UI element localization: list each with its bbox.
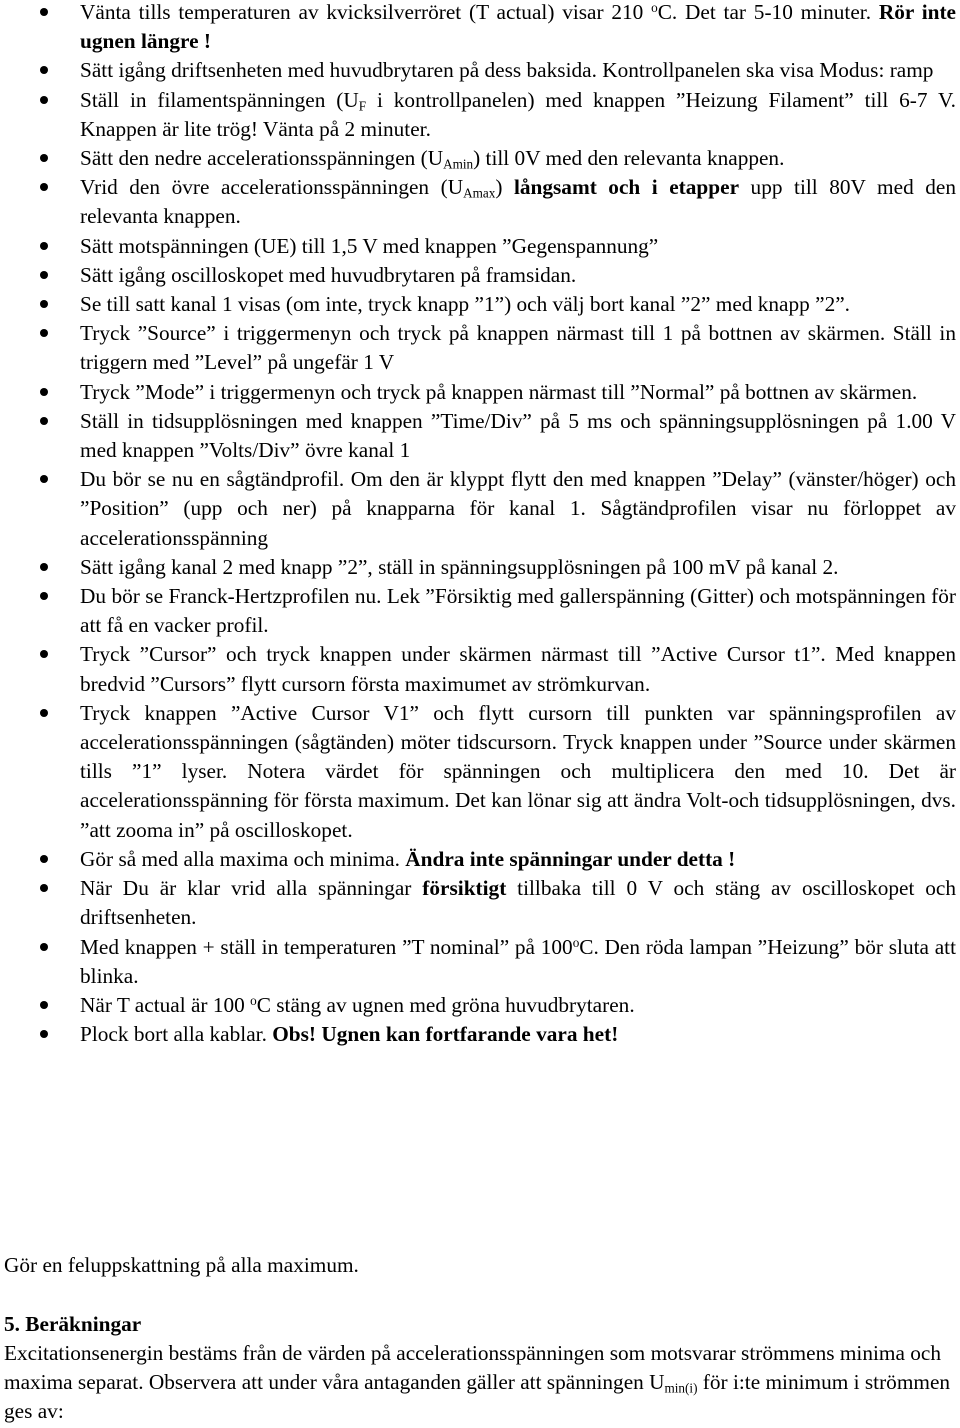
- bold-text: försiktigt: [422, 876, 507, 901]
- bullet-icon: [40, 96, 48, 104]
- list-item: [0, 465, 960, 553]
- bullet-icon: [40, 300, 48, 308]
- bullet-icon: [40, 475, 48, 483]
- bullet-icon: [40, 66, 48, 74]
- bullet-icon: [40, 650, 48, 658]
- text-segment: Sätt motspänningen (UE) till 1,5 V med knappen ”Gegenspannung”: [80, 233, 659, 258]
- subscript-text: Amin: [443, 156, 474, 172]
- list-item: [0, 407, 960, 465]
- error-estimate-note: Gör en feluppskattning på alla maximum.: [4, 1253, 359, 1277]
- list-item: [0, 933, 960, 991]
- list-item: [0, 640, 960, 698]
- bullet-icon: [40, 563, 48, 571]
- text-segment: ): [495, 175, 514, 200]
- list-item: [0, 0, 960, 56]
- section-heading: 5. Beräkningar: [4, 1312, 142, 1336]
- section-body: [4, 1339, 956, 1427]
- text-segment: Plock bort alla kablar.: [80, 1022, 273, 1047]
- text-segment: Du bör se nu en sågtändprofil. Om den är klyppt flytt den med knappen ”Delay” (vänster/höger) och ”Position” (upp och ner) på knapparna för kanal 1. Sågtändprofilen visar nu förloppet av accelerationsspänning: [80, 467, 956, 550]
- list-item: [0, 582, 960, 640]
- bullet-icon: [40, 884, 48, 892]
- text-segment: När T actual är 100: [80, 992, 251, 1017]
- text-segment: Med knappen + ställ in temperaturen ”T nominal” på 100: [80, 934, 573, 959]
- text-segment: ) till 0V med den relevanta knappen.: [473, 146, 785, 171]
- superscript-text: o: [572, 934, 580, 950]
- bold-text: Rör inte ugnen längre !: [80, 0, 956, 54]
- list-item: [0, 874, 960, 932]
- list-item: [0, 173, 960, 231]
- bullet-icon: [40, 709, 48, 717]
- superscript-text: o: [651, 0, 658, 15]
- list-item: [0, 261, 960, 290]
- bold-text: Ändra inte spänningar under detta !: [405, 846, 736, 871]
- text-segment: Ställ in tidsupplösningen med knappen ”Time/Div” på 5 ms och spänningsupplösningen på 1.00 V med knappen ”Volts/Div” övre kanal 1: [80, 408, 956, 463]
- text-segment: Sätt igång driftsenheten med huvudbrytaren på dess baksida. Kontrollpanelen ska visa Modus: ramp: [80, 58, 934, 83]
- bullet-icon: [40, 417, 48, 425]
- text-segment: Vänta tills temperaturen av kvicksilverröret (T actual) visar 210: [80, 0, 652, 24]
- bullet-icon: [40, 1001, 48, 1009]
- list-item: [0, 290, 960, 319]
- subscript-text: F: [358, 97, 367, 113]
- bullet-icon: [40, 1030, 48, 1038]
- bullet-icon: [40, 388, 48, 396]
- text-segment: Se till satt kanal 1 visas (om inte, tryck knapp ”1”) och välj bort kanal ”2” med knapp ”2”.: [80, 292, 851, 317]
- list-item: [0, 991, 960, 1020]
- bold-text: långsamt och i etapper: [513, 175, 740, 200]
- text-segment: När Du är klar vrid alla spänningar: [80, 876, 423, 901]
- bullet-icon: [40, 242, 48, 250]
- subscript-text: Amax: [463, 185, 496, 201]
- text-segment: tillbaka till 0 V och stäng av oscilloskopet och driftsenheten.: [80, 876, 956, 930]
- list-item: [0, 232, 960, 261]
- superscript-text: o: [250, 992, 257, 1008]
- text-segment: Tryck ”Cursor” och tryck knappen under skärmen närmast till ”Active Cursor t1”. Med knappen bredvid ”Cursors” flytt cursorn första maximumet av strömkurvan.: [80, 642, 956, 696]
- bullet-icon: [40, 271, 48, 279]
- text-segment: C stäng av ugnen med gröna huvudbrytaren.: [256, 992, 635, 1017]
- text-segment: Sätt igång kanal 2 med knapp ”2”, ställ in spänningsupplösningen på 100 mV på kanal 2.: [80, 554, 839, 579]
- text-segment: i kontrollpanelen) med knappen ”Heizung Filament” till 6-7 V. Knappen är lite trög! Vänta på 2 minuter.: [80, 87, 956, 141]
- list-item: [0, 699, 960, 845]
- text-segment: Vrid den övre accelerationsspänningen (U: [80, 175, 464, 200]
- list-item: [0, 319, 960, 377]
- text-segment: för i:te minimum i strömmen ges av:: [4, 1370, 951, 1424]
- text-segment: Sätt den nedre accelerationsspänningen (U: [80, 146, 444, 171]
- text-segment: Tryck ”Mode” i triggermenyn och tryck på knappen närmast till ”Normal” på bottnen av skärmen.: [80, 379, 918, 404]
- text-segment: Sätt igång oscilloskopet med huvudbrytaren på framsidan.: [80, 262, 577, 287]
- text-segment: C. Den röda lampan ”Heizung” bör sluta att blinka.: [80, 934, 956, 988]
- bullet-icon: [40, 855, 48, 863]
- text-segment: Ställ in filamentspänningen (U: [80, 87, 359, 112]
- text-segment: Gör så med alla maxima och minima.: [80, 846, 406, 871]
- text-segment: Du bör se Franck-Hertzprofilen nu. Lek ”Försiktig med gallerspänning (Gitter) och motspänningen för att få en vacker profil.: [80, 584, 956, 638]
- list-item: [0, 86, 960, 144]
- bullet-icon: [40, 183, 48, 191]
- bold-text: Obs! Ugnen kan fortfarande vara het!: [272, 1022, 619, 1047]
- list-item: [0, 1020, 960, 1049]
- list-item: [0, 845, 960, 874]
- text-segment: Excitationsenergin bestäms från de värden på accelerationsspänningen som motsvarar strömmens minima och maxima separat. Observera att under våra antaganden gäller att spänningen U: [4, 1341, 941, 1395]
- bullet-icon: [40, 592, 48, 600]
- list-item: [0, 56, 960, 85]
- subscript-text: min(i): [664, 1380, 698, 1396]
- text-segment: C. Det tar 5-10 minuter.: [657, 0, 879, 24]
- text-segment: Tryck knappen ”Active Cursor V1” och flytt cursorn till punkten var spänningsprofilen av accelerationsspänningen (sågtänden) möter tidscursorn. Tryck knappen under ”Source under skärmen tills ”1” lyser. Notera värdet för spänningen och multiplicera den med 10. Det är accelerationsspänning för första maximum. Det kan lönar sig att ändra Volt-och tidsupplösningen, dvs. ”att zooma in” på oscilloskopet.: [80, 700, 956, 842]
- list-item: [0, 378, 960, 407]
- text-segment: upp till 80V med den relevanta knappen.: [80, 175, 957, 229]
- list-item: [0, 144, 960, 173]
- bullet-icon: [40, 8, 48, 16]
- bullet-icon: [40, 154, 48, 162]
- bullet-icon: [40, 329, 48, 337]
- text-segment: Tryck ”Source” i triggermenyn och tryck på knappen närmast till 1 på bottnen av skärmen. Ställ in triggern med ”Level” på ungefär 1 V: [80, 321, 956, 375]
- bullet-icon: [40, 943, 48, 951]
- list-item: [0, 553, 960, 582]
